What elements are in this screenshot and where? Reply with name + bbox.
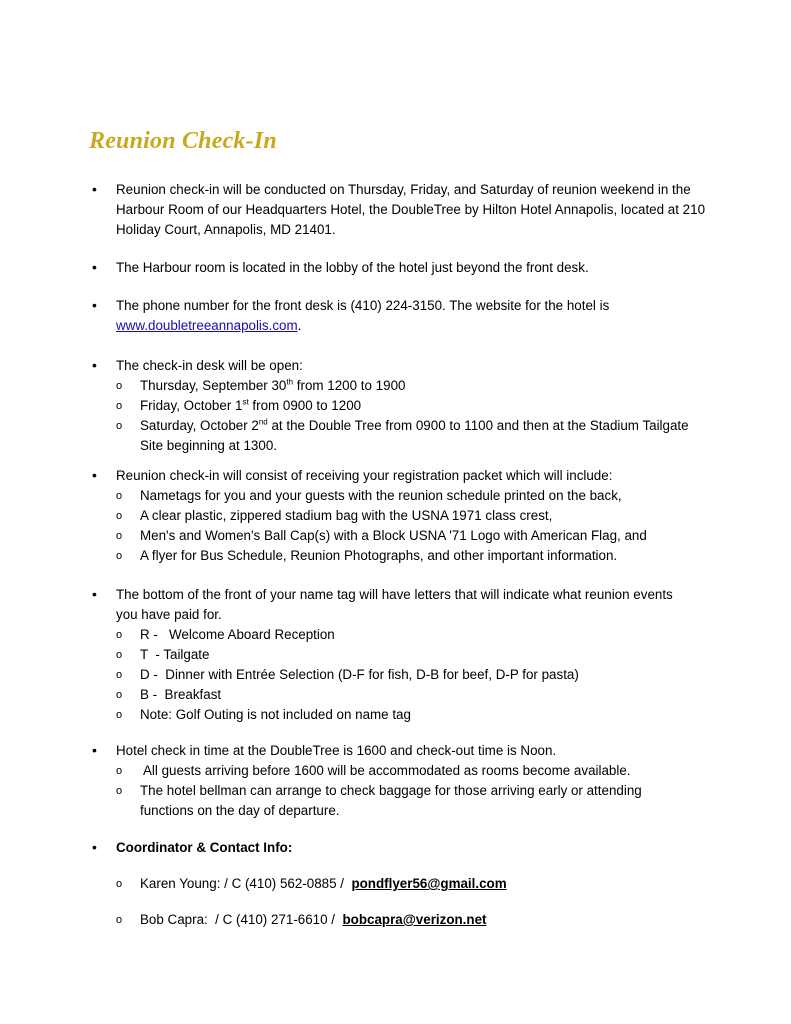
circle-bullet-icon: o: [116, 420, 123, 432]
bullet-text: [116, 296, 706, 336]
bullet-text: The check-in desk will be open:: [116, 358, 303, 373]
list-item: o A clear plastic, zippered stadium bag with the USNA 1971 class crest,: [116, 506, 706, 526]
contact-item: [116, 910, 706, 930]
bullet-text: The Harbour room is located in the lobby of the hotel just beyond the front desk.: [116, 260, 589, 275]
circle-bullet-icon: o: [116, 765, 123, 777]
bullet-icon: •: [92, 586, 97, 602]
bullet-icon: •: [92, 297, 97, 313]
circle-bullet-icon: o: [116, 629, 123, 641]
list-item: o A flyer for Bus Schedule, Reunion Photographs, and other important information.: [116, 546, 706, 566]
contact-label: Bob Capra: / C (410) 271-6610 /: [140, 912, 343, 927]
bullet-icon: •: [92, 357, 97, 373]
contact-label: Karen Young: / C (410) 562-0885 /: [140, 876, 352, 891]
bullet-icon: •: [92, 742, 97, 758]
circle-bullet-icon: o: [116, 380, 123, 392]
list-item: o R - Welcome Aboard Reception: [116, 625, 676, 645]
email-link[interactable]: pondflyer56@gmail.com: [351, 876, 507, 891]
list-item: o Nametags for you and your guests with the reunion schedule printed on the back,: [116, 486, 706, 506]
circle-bullet-icon: o: [116, 785, 123, 797]
bullet-text: Hotel check in time at the DoubleTree is 1600 and check-out time is Noon.: [116, 743, 557, 758]
circle-bullet-icon: o: [116, 669, 123, 681]
list-item: o Thursday, September 30th from 1200 to 1900: [116, 376, 706, 396]
section-heading: Coordinator & Contact Info:: [116, 840, 293, 855]
bullet-icon: •: [92, 259, 97, 275]
circle-bullet-icon: o: [116, 530, 123, 542]
circle-bullet-icon: o: [116, 400, 123, 412]
bullet-text: Reunion check-in will be conducted on Thursday, Friday, and Saturday of reunion weekend in the Harbour Room of our Headquarters Hotel, the DoubleTree by Hilton Hotel Annapolis, located at 210 Holiday Court, Annapolis, MD 21401.: [116, 182, 706, 237]
circle-bullet-icon: o: [116, 914, 123, 926]
list-item: o Friday, October 1st from 0900 to 1200: [116, 396, 706, 416]
bullet-icon: •: [92, 467, 97, 483]
circle-bullet-icon: o: [116, 689, 123, 701]
list-item: o D - Dinner with Entrée Selection (D-F for fish, D-B for beef, D-P for pasta): [116, 665, 676, 685]
contact-item: [116, 874, 706, 894]
circle-bullet-icon: o: [116, 878, 123, 890]
circle-bullet-icon: o: [116, 649, 123, 661]
phone-text: The phone number for the front desk is (410) 224-3150. The website for the hotel is: [116, 298, 610, 313]
list-item: o The hotel bellman can arrange to check baggage for those arriving early or attending functions on the day of departure.: [116, 783, 642, 818]
circle-bullet-icon: o: [116, 490, 123, 502]
list-item: o Men's and Women's Ball Cap(s) with a Block USNA '71 Logo with American Flag, and: [116, 526, 706, 546]
circle-bullet-icon: o: [116, 510, 123, 522]
list-item: o T - Tailgate: [116, 645, 676, 665]
bullet-text: The bottom of the front of your name tag will have letters that will indicate what reunion events you have paid for.: [116, 587, 673, 622]
period: .: [297, 318, 302, 333]
list-item: o Saturday, October 2nd at the Double Tree from 0900 to 1100 and then at the Stadium Tailgate Site beginning at 1300.: [116, 417, 689, 453]
circle-bullet-icon: o: [116, 709, 123, 721]
list-item: o B - Breakfast: [116, 685, 676, 705]
hotel-website-link[interactable]: www.doubletreeannapolis.com: [116, 318, 298, 333]
list-item: o Note: Golf Outing is not included on name tag: [116, 705, 676, 725]
email-link[interactable]: bobcapra@verizon.net: [342, 912, 487, 927]
circle-bullet-icon: o: [116, 550, 123, 562]
bullet-icon: •: [92, 839, 97, 855]
page-title: Reunion Check-In: [89, 128, 277, 154]
bullet-icon: •: [92, 181, 97, 197]
bullet-text: Reunion check-in will consist of receiving your registration packet which will include:: [116, 468, 613, 483]
list-item: o All guests arriving before 1600 will be accommodated as rooms become available.: [116, 761, 686, 781]
